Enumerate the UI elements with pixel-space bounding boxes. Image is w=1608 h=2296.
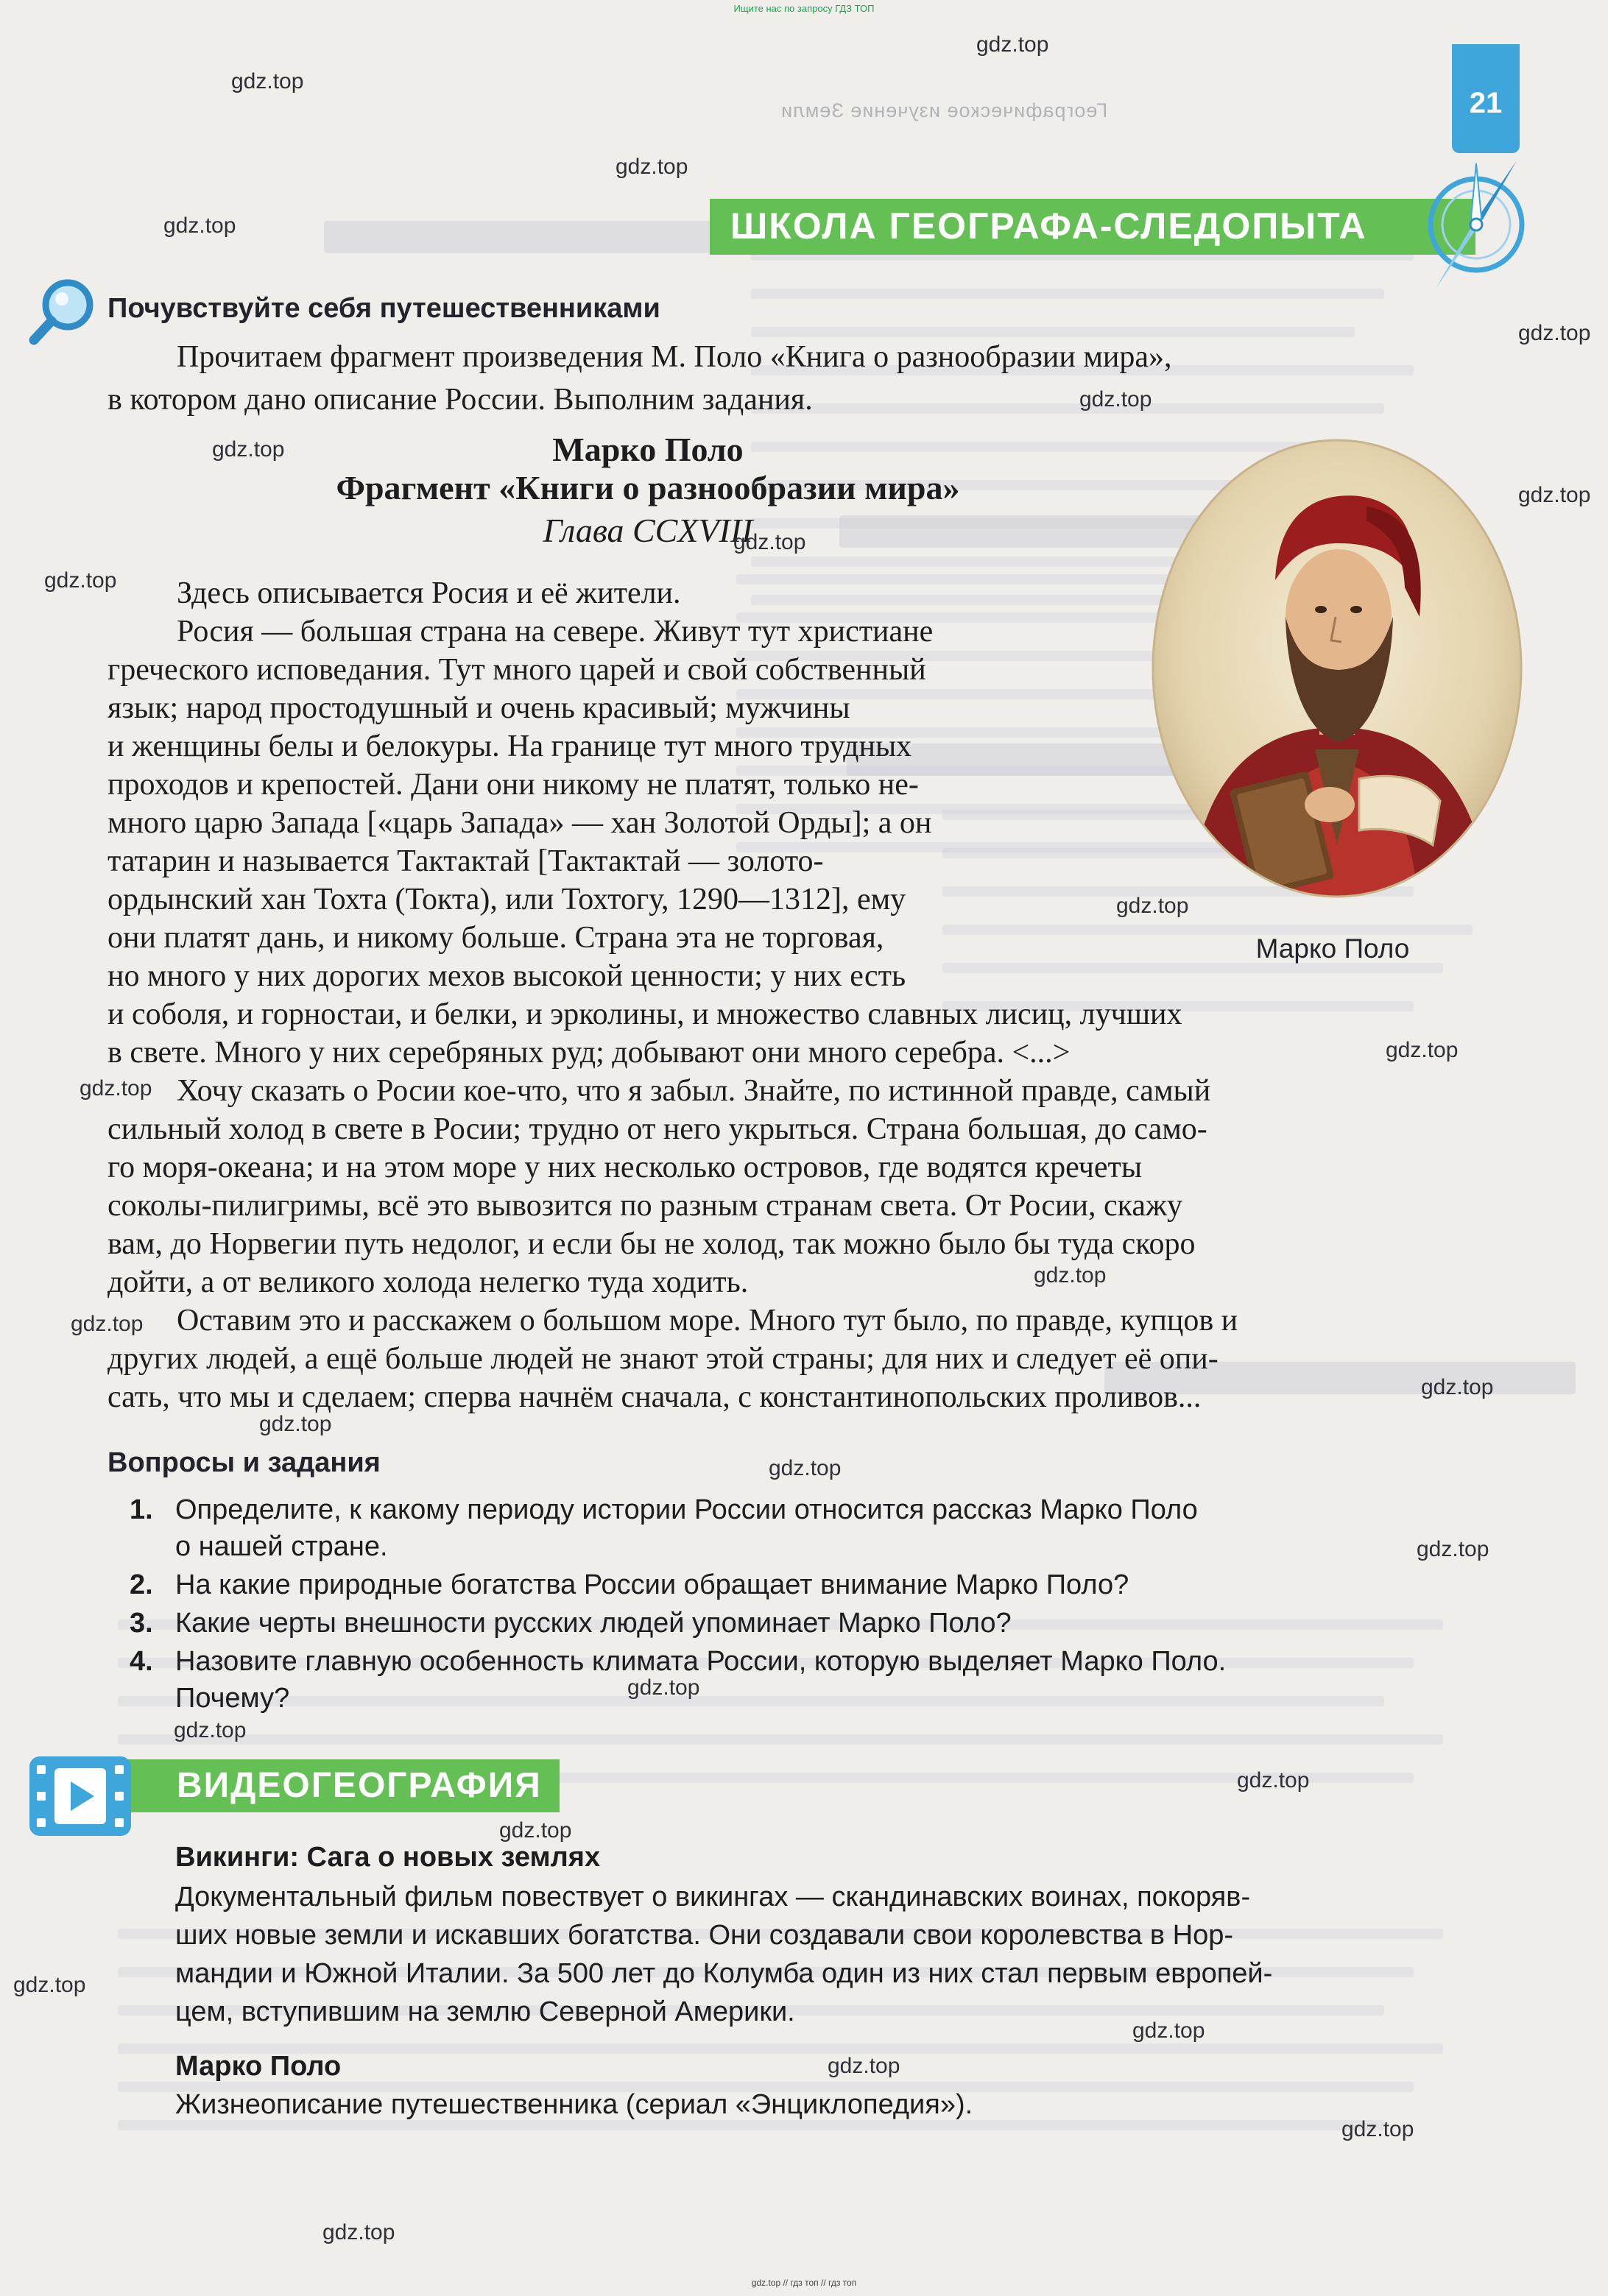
question-text: На какие природные богатства России обращает внимание Марко Поло? xyxy=(175,1569,1129,1600)
watermark-label: gdz.top xyxy=(259,1412,332,1436)
excerpt-line: много царю Запада [«царь Запада» — хан Золотой Орды]; а он xyxy=(107,806,932,840)
film-title: Викинги: Сага о новых землях xyxy=(175,1842,601,1873)
excerpt-line: проходов и крепостей. Дани они никому не платят, только не- xyxy=(107,768,919,802)
task-heading: Почувствуйте себя путешественниками xyxy=(107,293,660,324)
watermark-label: gdz.top xyxy=(1386,1038,1459,1062)
watermark-label: gdz.top xyxy=(80,1076,152,1101)
question-number: 4. xyxy=(130,1646,153,1677)
watermark-label: gdz.top xyxy=(212,437,285,462)
task-intro-line: в котором дано описание России. Выполним задания. xyxy=(107,383,813,417)
question-text: Какие черты внешности русских людей упоминает Марко Поло? xyxy=(175,1608,1012,1639)
watermark-label: gdz.top xyxy=(174,1718,247,1742)
excerpt-line: Хочу сказать о Росии кое-что, что я забыл. Знайте, по истинной правде, самый xyxy=(177,1074,1211,1108)
running-head-mirrored: Географическое изучение Земли xyxy=(780,99,1108,121)
watermark-label: gdz.top xyxy=(1518,483,1591,507)
school-banner xyxy=(710,199,1475,255)
watermark-label: gdz.top xyxy=(1079,387,1152,411)
magnifier-icon xyxy=(25,275,99,349)
excerpt-line: и женщины белы и белокуры. На границе тут много трудных xyxy=(107,730,912,763)
excerpt-title: Фрагмент «Книги о разнообразии мира» xyxy=(336,469,960,506)
video-banner-label: ВИДЕОГЕОГРАФИЯ xyxy=(177,1766,542,1805)
excerpt-author: Марко Поло xyxy=(552,431,744,468)
portrait-caption: Марко Поло xyxy=(1255,933,1410,964)
watermark-label: gdz.top xyxy=(44,568,117,593)
watermark-label: gdz.top xyxy=(616,155,688,179)
watermark-label: gdz.top xyxy=(976,32,1049,57)
watermark-label: gdz.top xyxy=(163,213,236,238)
compass-icon xyxy=(1399,147,1554,302)
marco-polo-portrait xyxy=(1146,433,1528,904)
watermark-label: gdz.top xyxy=(499,1818,572,1843)
watermark-label: gdz.top xyxy=(1034,1263,1107,1287)
watermark-label: gdz.top xyxy=(322,2220,395,2244)
excerpt-line: Оставим это и расскажем о большом море. Много тут было, по правде, купцов и xyxy=(177,1304,1238,1338)
excerpt-line: татарин и называется Тактактай [Тактактай — золото- xyxy=(107,844,824,878)
excerpt-line: и соболя, и горностаи, и белки, и эрколины, и множество славных лисиц, лучших xyxy=(107,997,1182,1031)
excerpt-line: вам, до Норвегии путь недолог, и если бы не холод, так можно было бы туда скоро xyxy=(107,1227,1196,1261)
watermark-label: gdz.top xyxy=(1341,2117,1414,2141)
question-number: 1. xyxy=(130,1494,153,1525)
excerpt-line: в свете. Много у них серебряных руд; добывают они много серебра. <...> xyxy=(107,1036,1071,1070)
watermark-label: gdz.top xyxy=(1132,2018,1205,2043)
top-watermark-note: Ищите нас по запросу ГДЗ ТОП xyxy=(733,3,875,14)
excerpt-chapter: Глава CCXVIII xyxy=(543,512,753,549)
film-title: Марко Поло xyxy=(175,2051,342,2082)
excerpt-line: сать, что мы и сделаем; сперва начнём сначала, с константинопольских проливов... xyxy=(107,1380,1202,1414)
watermark-label: gdz.top xyxy=(1116,894,1189,918)
watermark-label: gdz.top xyxy=(1518,321,1591,345)
watermark-label: gdz.top xyxy=(1237,1768,1310,1792)
questions-heading: Вопросы и задания xyxy=(107,1447,381,1478)
question-text: Определите, к какому периоду истории России относится рассказ Марко Поло xyxy=(175,1494,1198,1525)
excerpt-line: они платят дань, и никому больше. Страна эта не торговая, xyxy=(107,921,884,955)
watermark-label: gdz.top xyxy=(71,1312,144,1336)
question-number: 2. xyxy=(130,1569,153,1600)
excerpt-line: греческого исповедания. Тут много царей и свой собственный xyxy=(107,653,926,687)
watermark-label: gdz.top xyxy=(828,2054,900,2078)
watermark-label: gdz.top xyxy=(231,69,304,93)
excerpt-line: но много у них дорогих мехов высокой ценности; у них есть xyxy=(107,959,906,993)
watermark-label: gdz.top xyxy=(1421,1375,1494,1399)
question-text: Почему? xyxy=(175,1683,290,1714)
question-number: 3. xyxy=(130,1608,153,1639)
task-intro-line: Прочитаем фрагмент произведения М. Поло «Книга о разнообразии мира», xyxy=(177,340,1172,374)
page-number: 21 xyxy=(1469,87,1503,119)
question-text: о нашей стране. xyxy=(175,1531,388,1562)
film-description-line: цем, вступившим на землю Северной Америки. xyxy=(175,1996,795,2027)
film-strip-icon xyxy=(25,1752,135,1840)
film-description-line: мандии и Южной Италии. За 500 лет до Колумба один из них стал первым европей- xyxy=(175,1958,1273,1989)
film-description-line: Документальный фильм повествует о викингах — скандинавских воинах, покоряв- xyxy=(175,1882,1251,1912)
excerpt-line: го моря-океана; и на этом море у них несколько островов, где водятся кречеты xyxy=(107,1151,1143,1184)
watermark-label: gdz.top xyxy=(13,1973,86,1997)
excerpt-line: соколы-пилигримы, всё это вывозится по разным странам света. От Росии, скажу xyxy=(107,1189,1183,1223)
excerpt-line: язык; народ простодушный и очень красивый; мужчины xyxy=(107,691,850,725)
question-text: Назовите главную особенность климата России, которую выделяет Марко Поло. xyxy=(175,1646,1227,1677)
excerpt-line: сильный холод в свете в Росии; трудно от него укрыться. Страна большая, до само- xyxy=(107,1112,1207,1146)
watermark-label: gdz.top xyxy=(627,1675,700,1700)
excerpt-line: Росия — большая страна на севере. Живут тут христиане xyxy=(177,615,934,649)
excerpt-line: Здесь описывается Росия и её жители. xyxy=(177,576,681,610)
excerpt-line: дойти, а от великого холода нелегко туда ходить. xyxy=(107,1265,749,1299)
excerpt-line: других людей, а ещё больше людей не знают этой страны; для них и следует её опи- xyxy=(107,1342,1219,1376)
film-description-line: Жизнеописание путешественника (сериал «Энциклопедия»). xyxy=(175,2089,973,2120)
watermark-label: gdz.top xyxy=(769,1456,842,1480)
watermark-label: gdz.top xyxy=(1417,1537,1489,1561)
film-description-line: ших новые земли и искавших богатства. Они создавали свои королевства в Нор- xyxy=(175,1920,1234,1951)
school-banner-label: ШКОЛА ГЕОГРАФА-СЛЕДОПЫТА xyxy=(730,205,1367,247)
excerpt-line: ордынский хан Тохта (Токта), или Тохтогу, 1290—1312], ему xyxy=(107,883,906,916)
video-banner xyxy=(118,1759,560,1812)
watermark-label: gdz.top xyxy=(733,530,806,554)
footer-watermark-note: gdz.top // гдз топ // гдз топ xyxy=(751,2278,857,2288)
